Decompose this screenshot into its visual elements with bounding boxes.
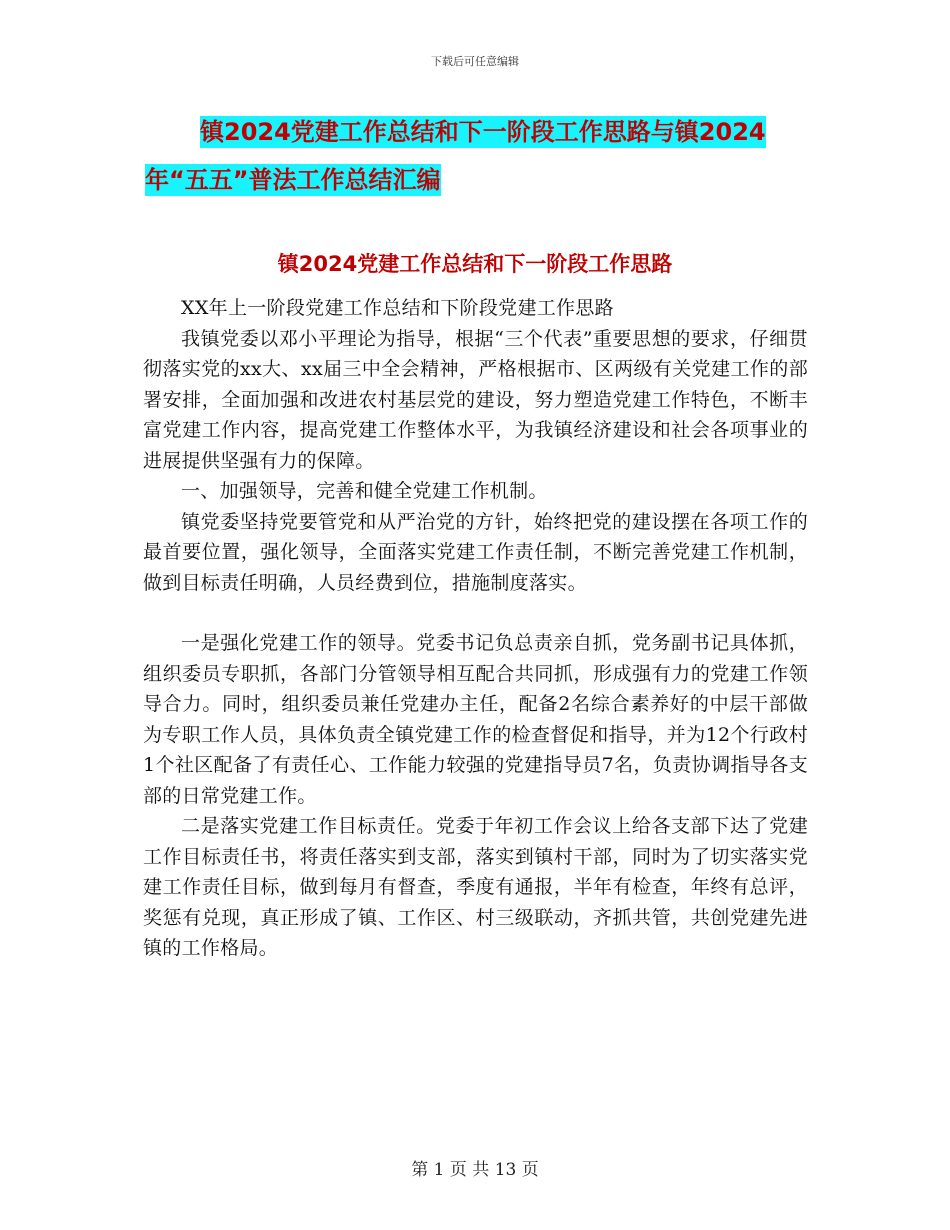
paragraph-intro: 我镇党委以邓小平理论为指导，根据“三个代表”重要思想的要求，仔细贯彻落实党的xx大、xx届三中全会精神，严格根据市、区两级有关党建工作的部署安排，全面加强和改进农村基层党的建设，努力塑造党建工作特色，不断丰富党建工作内容，提高党建工作整体水平，为我镇经济建设和社会各项事业的进展提供坚强有力的保障。 xyxy=(143,327,808,472)
body-text xyxy=(143,293,808,964)
paragraph-subtitle: XX年上一阶段党建工作总结和下阶段党建工作思路 xyxy=(181,297,614,319)
paragraph-body-1: 镇党委坚持党要管党和从严治党的方针，始终把党的建设摆在各项工作的最首要位置，强化领导，全面落实党建工作责任制，不断完善党建工作机制，做到目标责任明确，人员经费到位，措施制度落实。 xyxy=(143,510,808,594)
header-note: 下载后可任意编辑 xyxy=(431,55,519,68)
section-title: 镇2024党建工作总结和下一阶段工作思路 xyxy=(277,252,673,276)
paragraph-body-3: 二是落实党建工作目标责任。党委于年初工作会议上给各支部下达了党建工作目标责任书，将责任落实到支部，落实到镇村干部，同时为了切实落实党建工作责任目标，做到每月有督查，季度有通报，半年有检查，年终有总评，奖惩有兑现，真正形成了镇、工作区、村三级联动，齐抓共管，共创党建先进镇的工作格局。 xyxy=(143,815,808,959)
document-title-line-2: 年“五五”普法工作总结汇编 xyxy=(145,166,441,194)
page-footer: 第 1 页 共 13 页 xyxy=(411,1160,539,1180)
paragraph-body-2: 一是强化党建工作的领导。党委书记负总责亲自抓，党务副书记具体抓，组织委员专职抓，各部门分管领导相互配合共同抓，形成强有力的党建工作领导合力。同时，组织委员兼任党建办主任，配备2名综合素养好的中层干部做为专职工作人员，具体负责全镇党建工作的检查督促和指导，并为12个行政村1个社区配备了有责任心、工作能力较强的党建指导员7名，负责协调指导各支部的日常党建工作。 xyxy=(143,632,808,807)
paragraph-heading-1: 一、加强领导，完善和健全党建工作机制。 xyxy=(181,480,548,502)
document-title-line-1: 镇2024党建工作总结和下一阶段工作思路与镇2024 xyxy=(200,118,766,146)
document-title xyxy=(145,108,805,204)
